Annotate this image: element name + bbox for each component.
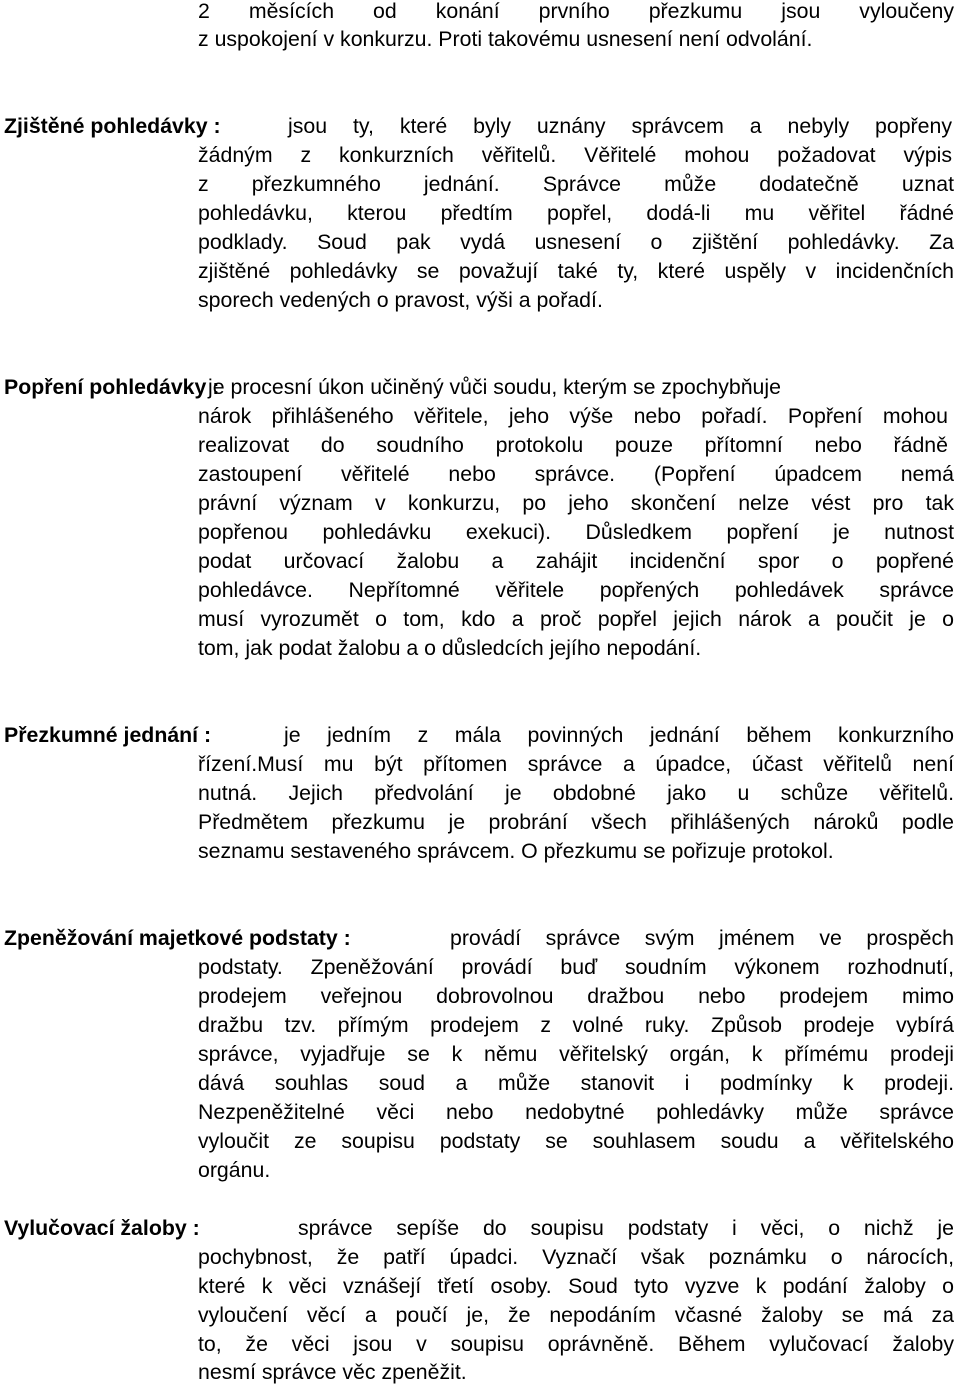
section-term: Přezkumné jednání : (4, 723, 212, 747)
section-term: Zpeněžování majetkové podstaty : (4, 926, 351, 950)
body-line: správce, vyjadřuje se k němu věřitelský orgán, k přímému prodeji (198, 1042, 954, 1066)
body-line: podstaty. Zpeněžování provádí buď soudním výkonem rozhodnutí, (198, 955, 954, 979)
body-line: to, že věci jsou v soupisu oprávněně. Během vylučovací žaloby (198, 1332, 954, 1356)
section-term: Zjištěné pohledávky : (4, 114, 221, 138)
section-first-line: správce sepíše do soupisu podstaty i věci, o nichž je (298, 1216, 954, 1240)
body-line: zastoupení věřitelé nebo správce. (Popření úpadcem nemá (198, 462, 954, 486)
section-first-line: jsou ty, které byly uznány správcem a nebyly popřeny (288, 114, 952, 138)
body-line: žádným z konkurzních věřitelů. Věřitelé mohou požadovat výpis (198, 143, 952, 167)
body-line: vyloučení věcí a poučí je, že nepodáním včasné žaloby se má za (198, 1303, 954, 1327)
body-line: řízení.Musí mu být přítomen správce a úpadce, účast věřitelů není (198, 752, 954, 776)
body-line: právní význam v konkurzu, po jeho skončení nelze vést pro tak (198, 491, 954, 515)
body-line: prodejem veřejnou dobrovolnou dražbou nebo prodejem mimo (198, 984, 954, 1008)
body-line: dává souhlas soud a může stanovit i podmínky k prodeji. (198, 1071, 954, 1095)
body-line: podat určovací žalobu a zahájit incidenční spor o popřené (198, 549, 954, 573)
section-heading-row (4, 1214, 200, 1243)
body-line: musí vyrozumět o tom, kdo a proč popřel jejich nárok a poučit je o (198, 607, 954, 631)
body-line: které k věci vznášejí třetí osoby. Soud tyto vyzve k podání žaloby o (198, 1274, 954, 1298)
body-line: z přezkumného jednání. Správce může dodatečně uznat (198, 172, 954, 196)
section-heading-row (4, 373, 219, 402)
section-heading-row (4, 721, 211, 750)
body-line: pochybnost, že patří úpadci. Vyznačí však poznámku o nárocích, (198, 1245, 954, 1269)
body-line: pohledávku, kterou předtím popřel, dodá-li mu věřitel řádné (198, 201, 954, 225)
body-line: dražbu tzv. přímým prodejem z volné ruky. Způsob prodeje vybírá (198, 1013, 954, 1037)
section-heading-row (4, 924, 351, 953)
body-line: sporech vedených o pravost, výši a pořadí. (198, 288, 603, 312)
body-line: pohledávce. Nepřítomné věřitele popřených pohledávek správce (198, 578, 954, 602)
body-line: orgánu. (198, 1158, 271, 1182)
body-line: nutná. Jejich předvolání je obdobné jako u schůze věřitelů. (198, 781, 954, 805)
body-line: podklady. Soud pak vydá usnesení o zjištění pohledávky. Za (198, 230, 954, 254)
section-first-line: provádí správce svým jménem ve prospěch (450, 926, 954, 950)
section-term: Vylučovací žaloby : (4, 1216, 200, 1240)
section-first-line: je jedním z mála povinných jednání během konkurzního (284, 723, 954, 747)
body-line: z uspokojení v konkurzu. Proti takovému usnesení není odvolání. (198, 27, 813, 51)
body-line: Nezpeněžitelné věci nebo nedobytné pohledávky může správce (198, 1100, 954, 1124)
section-term: Popření pohledávky : (4, 375, 220, 399)
body-line: realizovat do soudního protokolu pouze přítomní nebo řádně (198, 433, 948, 457)
body-line: tom, jak podat žalobu a o důsledcích jejího nepodání. (198, 636, 702, 660)
body-line: vyloučit ze soupisu podstaty se souhlasem soudu a věřitelského (198, 1129, 954, 1153)
section-first-line: je procesní úkon učiněný vůči soudu, kterým se zpochybňuje (208, 375, 781, 399)
body-line: nesmí správce věc zpeněžit. (198, 1360, 467, 1384)
body-line: Předmětem přezkumu je probrání všech přihlášených nároků podle (198, 810, 954, 834)
body-line: zjištěné pohledávky se považují také ty, které uspěly v incidenčních (198, 259, 954, 283)
body-line: seznamu sestaveného správcem. O přezkumu se pořizuje protokol. (198, 839, 834, 863)
body-line: 2 měsících od konání prvního přezkumu jsou vyloučeny (198, 0, 954, 23)
body-line: nárok přihlášeného věřitele, jeho výše nebo pořadí. Popření mohou (198, 404, 948, 428)
body-line: popřenou pohledávku exekuci). Důsledkem popření je nutnost (198, 520, 954, 544)
